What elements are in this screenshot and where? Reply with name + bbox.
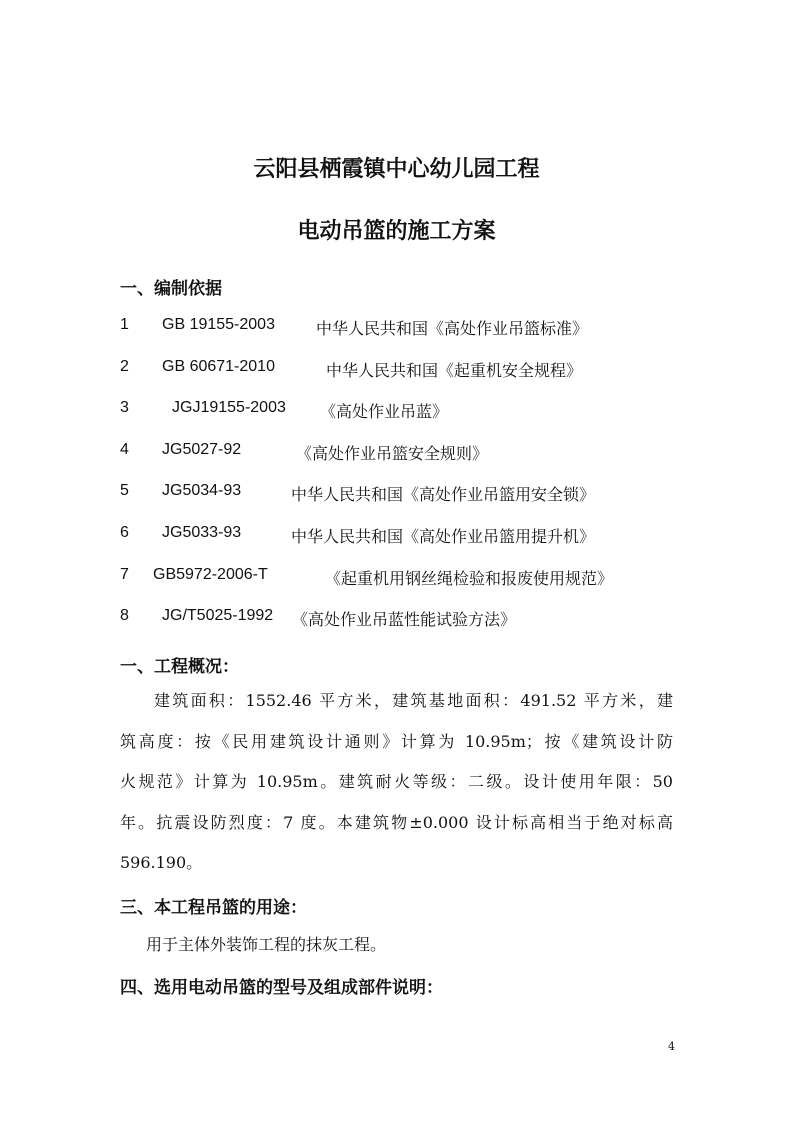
paragraph-line: 596.190。: [120, 853, 203, 872]
item-name: 《高处作业吊篮安全规则》: [296, 443, 489, 463]
item-name: 中华人民共和国《高处作业吊篮用提升机》: [291, 527, 596, 546]
item-number: 4: [120, 440, 129, 458]
item-code: JG5033-93: [162, 524, 242, 541]
document-subtitle: 电动吊篮的施工方案: [297, 218, 496, 244]
paragraph-line: 建筑面积：1552.46 平方米，建筑基地面积：491.52 平方米，建: [154, 691, 673, 710]
paragraph-line: 火规范》计算为 10.95m。建筑耐火等级：二级。设计使用年限：50: [120, 772, 673, 791]
section-heading-overview: 一、工程概况：: [120, 657, 239, 677]
section-heading-basis: 一、编制依据: [120, 279, 222, 299]
page-number: 4: [668, 1040, 675, 1053]
item-number: 6: [120, 524, 129, 541]
item-name: 中华人民共和国《起重机安全规程》: [326, 360, 583, 380]
section-heading-usage: 三、本工程吊篮的用途：: [120, 898, 307, 918]
item-code: JG/T5025-1992: [162, 607, 274, 625]
item-number: 8: [120, 607, 129, 625]
item-name: 《高处作业吊蓝性能试验方法》: [292, 610, 517, 630]
item-number: 7: [120, 565, 129, 583]
item-code: GB5972-2006-T: [153, 565, 268, 583]
item-number: 3: [120, 399, 129, 417]
item-number: 5: [120, 482, 129, 500]
item-number: 2: [120, 357, 129, 375]
item-code: JGJ19155-2003: [172, 399, 286, 417]
section-heading-model: 四、选用电动吊篮的型号及组成部件说明：: [120, 978, 443, 998]
document-title: 云阳县栖霞镇中心幼儿园工程: [253, 156, 540, 182]
item-name: 《起重机用钢丝绳检验和报废使用规范》: [325, 568, 614, 588]
paragraph-line: 筑高度：按《民用建筑设计通则》计算为 10.95m；按《建筑设计防: [120, 732, 673, 751]
item-code: JG5027-92: [162, 440, 242, 458]
item-code: GB 19155-2003: [162, 316, 275, 333]
item-name: 《高处作业吊蓝》: [320, 402, 449, 422]
item-name: 中华人民共和国《高处作业吊篮标准》: [316, 319, 589, 338]
paragraph-line: 年。抗震设防烈度：7 度。本建筑物±0.000 设计标高相当于绝对标高: [120, 813, 673, 832]
item-number: 1: [120, 316, 129, 333]
item-name: 中华人民共和国《高处作业吊篮用安全锁》: [291, 485, 596, 505]
item-code: GB 60671-2010: [162, 357, 275, 375]
item-code: JG5034-93: [162, 482, 242, 500]
usage-text: 用于主体外装饰工程的抹灰工程。: [146, 935, 387, 954]
